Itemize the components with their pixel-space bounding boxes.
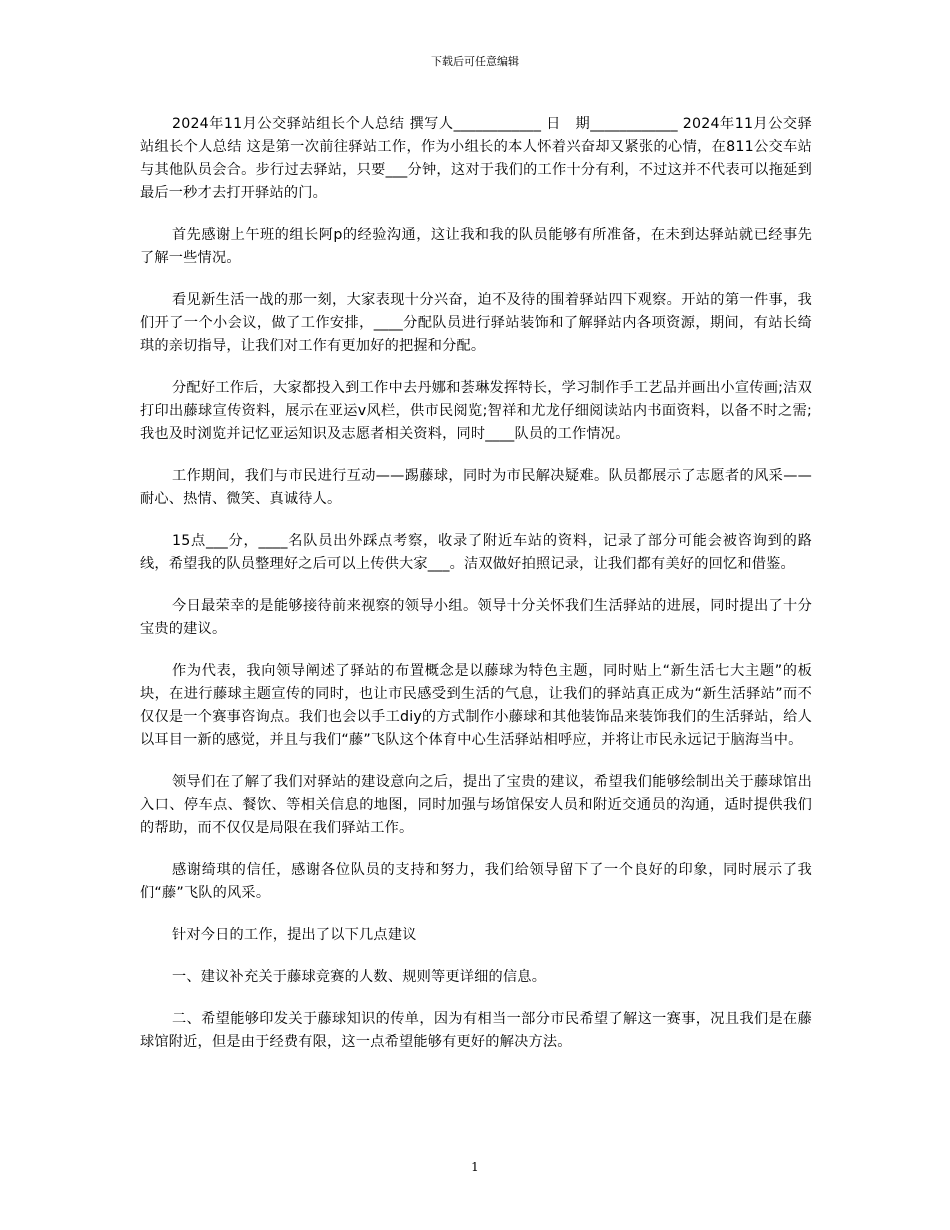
page-header: 下载后可任意编辑 bbox=[431, 55, 519, 68]
paragraph-leader-suggestions: 领导们在了解了我们对驿站的建设意向之后，提出了宝贵的建议，希望我们能够绘制出关于藤球馆出入口、停车点、餐饮、等相关信息的地图，同时加强与场馆保安人员和附近交通员的沟通，适时提供我们的帮助，而不仅仅是局限在我们驿站工作。 bbox=[140, 774, 812, 836]
paragraph-suggestion-1: 一、建议补充关于藤球竞赛的人数、规则等更详细的信息。 bbox=[172, 969, 547, 985]
document-body bbox=[140, 113, 812, 1073]
paragraph-inspection: 今日最荣幸的是能够接待前来视察的领导小组。领导十分关怀我们生活驿站的进展，同时提出了十分宝贵的建议。 bbox=[140, 598, 812, 637]
paragraph-field-survey: 15点___分，____名队员出外踩点考察，收录了附近车站的资料，记录了部分可能会被咨询到的路线，希望我的队员整理好之后可以上传供大家___。洁双做好拍照记录，让我们都有美好的回忆和借鉴。 bbox=[140, 533, 812, 572]
paragraph-station-arrival: 看见新生活一战的那一刻，大家表现十分兴奋，迫不及待的围着驿站四下观察。开站的第一件事，我们开了一个小会议，做了工作安排，____分配队员进行驿站装饰和了解驿站内各项资源，期间，有站长绮琪的亲切指导，让我们对工作有更加好的把握和分配。 bbox=[140, 292, 812, 354]
paragraph-suggestion-2: 二、希望能够印发关于藤球知识的传单，因为有相当一部分市民希望了解这一赛事，况且我们是在藤球馆附近，但是由于经费有限，这一点希望能够有更好的解决方法。 bbox=[140, 1011, 812, 1050]
paragraph-interaction: 工作期间，我们与市民进行互动——踢藤球，同时为市民解决疑难。队员都展示了志愿者的风采——耐心、热情、微笑、真诚待人。 bbox=[140, 468, 812, 507]
paragraph-suggestions-heading: 针对今日的工作，提出了以下几点建议 bbox=[172, 927, 417, 943]
paragraph-intro: 2024年11月公交驿站组长个人总结 撰写人____________ 日 期____________ 2024年11月公交驿站组长个人总结 这是第一次前往驿站工作，作为小组长的本人怀着兴奋却又紧张的心情，在811公交车站与其他队员会合。步行过去驿站，只要___分钟，这对于我们的工作十分有利，不过这并不代表可以拖延到最后一秒才去打开驿站的门。 bbox=[140, 116, 812, 201]
paragraph-thanks-leader: 首先感谢上午班的组长阿p的经验沟通，这让我和我的队员能够有所准备，在未到达驿站就已经事先了解一些情况。 bbox=[140, 227, 812, 266]
page-number: 1 bbox=[471, 1160, 479, 1174]
paragraph-gratitude: 感谢绮琪的信任，感谢各位队员的支持和努力，我们给领导留下了一个良好的印象，同时展示了我们“藤”飞队的风采。 bbox=[140, 862, 812, 901]
paragraph-task-assignment: 分配好工作后，大家都投入到工作中去丹娜和荟琳发挥特长，学习制作手工艺品并画出小宣传画;洁双打印出藤球宣传资料，展示在亚运v风栏，供市民阅览;智祥和尤龙仔细阅读站内书面资料，以备不时之需;我也及时浏览并记忆亚运知识及志愿者相关资料，同时____队员的工作情况。 bbox=[140, 380, 812, 442]
paragraph-presentation: 作为代表，我向领导阐述了驿站的布置概念是以藤球为特色主题，同时贴上“新生活七大主题”的板块，在进行藤球主题宣传的同时，也让市民感受到生活的气息，让我们的驿站真正成为“新生活驿站”而不仅仅是一个赛事咨询点。我们也会以手工diy的方式制作小藤球和其他装饰品来装饰我们的生活驿站，给人以耳目一新的感觉，并且与我们“藤”飞队这个体育中心生活驿站相呼应，并将让市民永远记于脑海当中。 bbox=[140, 663, 812, 748]
